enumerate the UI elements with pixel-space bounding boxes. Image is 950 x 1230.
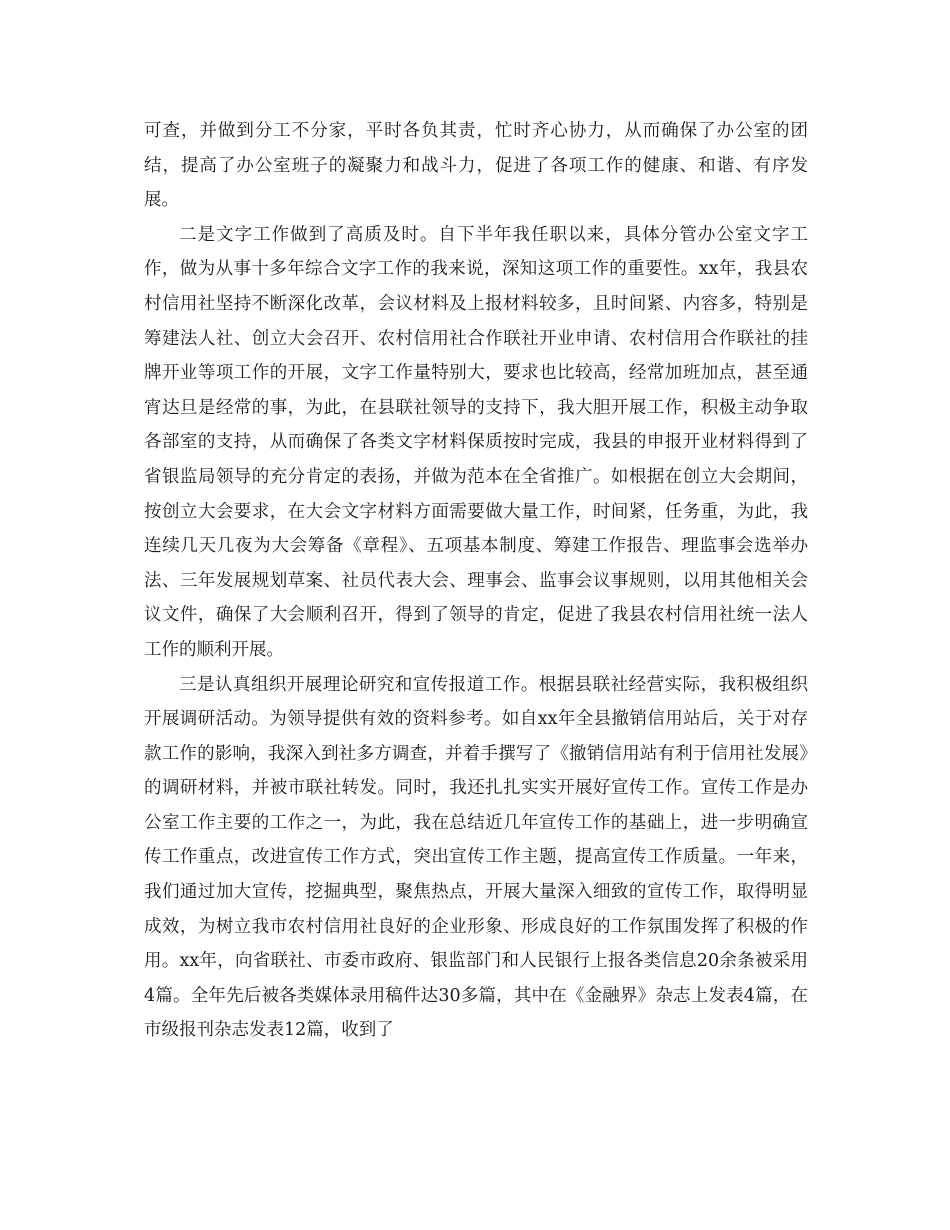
paragraph-1: 可查，并做到分工不分家，平时各负其责，忙时齐心协力，从而确保了办公室的团结，提高了办公室班子的凝聚力和战斗力，促进了各项工作的健康、和谐、有序发展。 <box>144 121 808 211</box>
paragraph-3: 三是认真组织开展理论研究和宣传报道工作。根据县联社经营实际，我积极组织开展调研活动。为领导提供有效的资料参考。如自xx年全县撤销信用站后，关于对存款工作的影响，我深入到社多方调查，并着手撰写了《撤销信用站有利于信用社发展》的调研材料，并被市联社转发。同时，我还扎扎实实开展好宣传工作。宣传工作是办公室工作主要的工作之一，为此，我在总结近几年宣传工作的基础上，进一步明确宣传工作重点，改进宣传工作方式，突出宣传工作主题，提高宣传工作质量。一年来，我们通过加大宣传，挖掘典型，聚焦热点，开展大量深入细致的宣传工作，取得明显成效，为树立我市农村信用社良好的企业形象、形成良好的工作氛围发挥了积极的作用。xx年，向省联社、市委市政府、银监部门和人民银行上报各类信息20余条被采用4篇。全年先后被各类媒体录用稿件达30多篇，其中在《金融界》杂志上发表4篇，在市级报刊杂志发表12篇，收到了 <box>144 674 808 1041</box>
paragraph-2: 二是文字工作做到了高质及时。自下半年我任职以来，具体分管办公室文字工作，做为从事十多年综合文字工作的我来说，深知这项工作的重要性。xx年，我县农村信用社坚持不断深化改革，会议材料及上报材料较多，且时间紧、内容多，特别是筹建法人社、创立大会召开、农村信用社合作联社开业申请、农村信用合作联社的挂牌开业等项工作的开展，文字工作量特别大，要求也比较高，经常加班加点，甚至通宵达旦是经常的事，为此，在县联社领导的支持下，我大胆开展工作，积极主动争取各部室的支持，从而确保了各类文字材料保质按时完成，我县的申报开业材料得到了省银监局领导的充分肯定的表扬，并做为范本在全省推广。如根据在创立大会期间，按创立大会要求，在大会文字材料方面需要做大量工作，时间紧，任务重，为此，我连续几天几夜为大会筹备《章程》、五项基本制度、筹建工作报告、理监事会选举办法、三年发展规划草案、社员代表大会、理事会、监事会议事规则，以用其他相关会议文件，确保了大会顺利召开，得到了领导的肯定，促进了我县农村信用社统一法人工作的顺利开展。 <box>144 224 808 660</box>
document-page <box>144 114 808 1048</box>
